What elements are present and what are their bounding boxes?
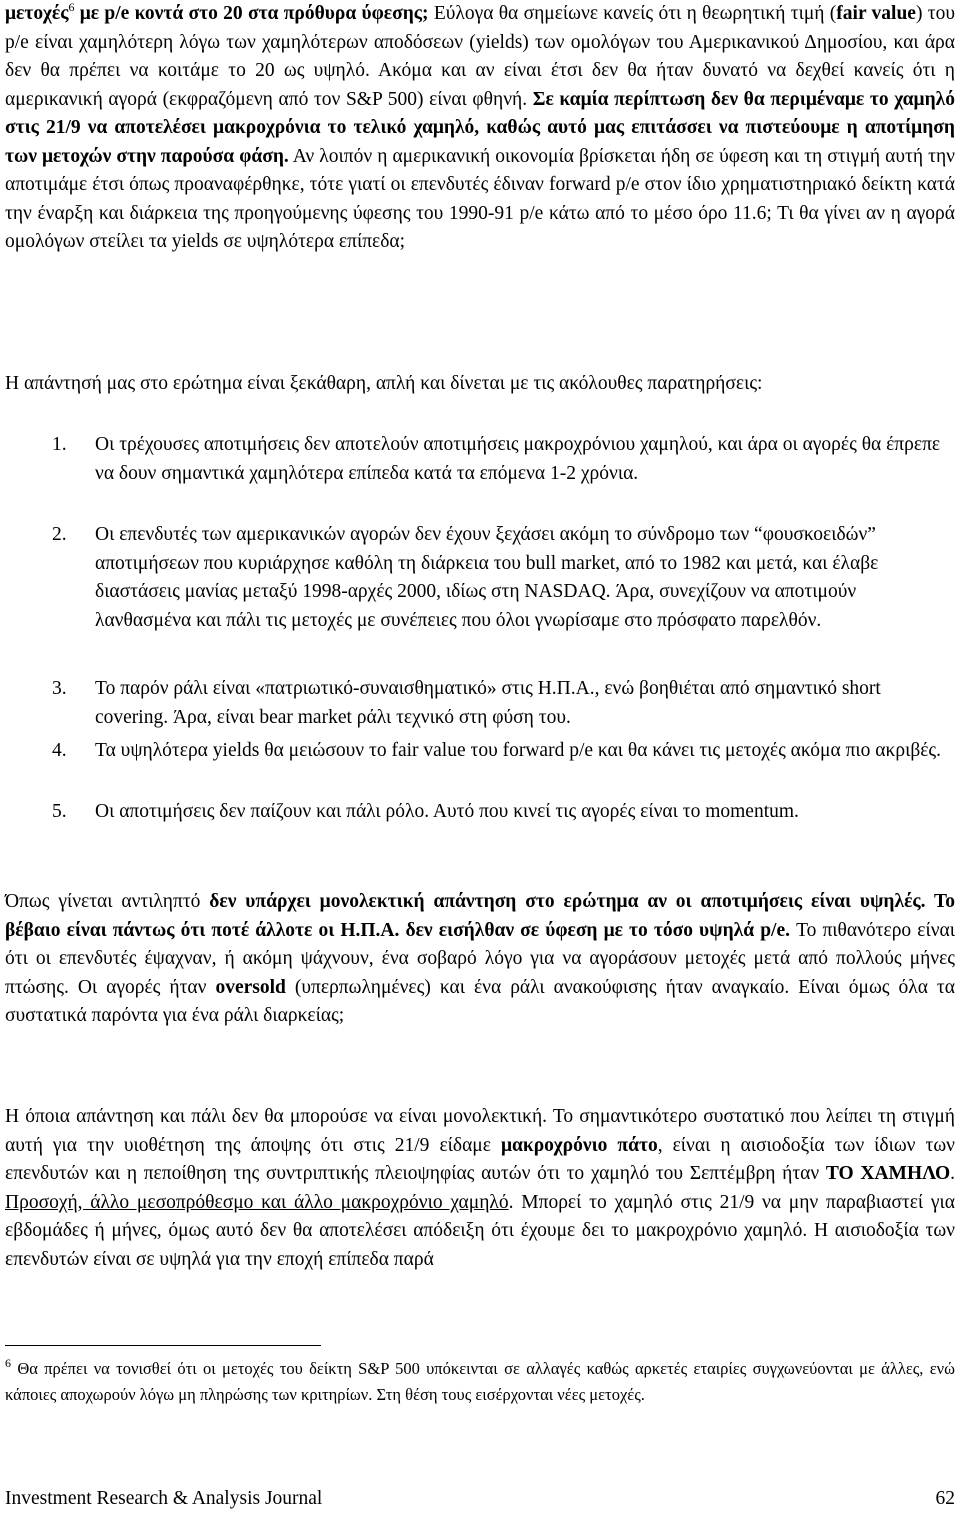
journal-title: Investment Research & Analysis Journal — [5, 1488, 323, 1509]
bold-text: δεν υπάρχει μονολεκτική απάντηση στο ερώτημα αν οι αποτιμήσεις είναι υψηλές. Το βέβαιο είναι πάντως ότι ποτέ άλλοτε οι Η.Π.Α. δεν εισήλθαν σε ύφεση με το τόσο υψηλά p/e. — [5, 891, 956, 941]
list-number: 2. — [52, 524, 67, 545]
body-text: ) του p/e είναι χαμηλότερη λόγω των χαμηλότερων αποδόσεων (yields) των ομολόγων του Αμερικανικού Δημοσίου, και άρα δεν θα πρέπει να κοιτάμε το 20 ως υψηλό. Ακόμα και αν είναι έτσι δεν θα ήταν δυνατό να δεχθεί κανείς ότι η αμερικανική αγορά (εκφραζόμενη από τον S&P 500) είναι φθηνή. — [5, 3, 955, 110]
page-footer — [5, 1486, 955, 1512]
list-text: Οι αποτιμήσεις δεν παίζουν και πάλι ρόλο. Αυτό που κινεί τις αγορές είναι το momentum. — [95, 801, 799, 822]
bold-text: fair value — [836, 3, 916, 24]
bold-text: oversold — [215, 976, 286, 998]
bold-text: με p/e κοντά στο 20 στα πρόθυρα ύφεσης; — [74, 3, 429, 24]
list-text: Το παρόν ράλι είναι «πατριωτικό-συναισθηματικό» στις Η.Π.Α., ενώ βοηθιέται από σημαντικό short covering. Άρα, είναι bear market ράλι τεχνικό στη φύση του. — [95, 678, 881, 728]
footnote-number: 6 — [5, 1356, 11, 1370]
list-text: Οι τρέχουσες αποτιμήσεις δεν αποτελούν αποτιμήσεις μακροχρόνιου χαμηλού, και άρα οι αγορές θα έπρεπε να δουν σημαντικά χαμηλότερα επίπεδα κατά τα επόμενα 1-2 χρόνια. — [95, 434, 941, 484]
page-number: 62 — [935, 1488, 955, 1509]
footnote-ref[interactable]: 6 — [68, 0, 75, 14]
paragraph-answer-intro: Η απάντησή μας στο ερώτημα είναι ξεκάθαρη, απλή και δίνεται με τις ακόλουθες παρατηρήσεις: — [5, 373, 763, 394]
list-number: 4. — [52, 740, 67, 761]
body-text: Το πιθανότερο είναι ότι οι επενδυτές έψαχναν, ή ακόμη ψάχνουν, ένα σοβαρό λόγο για να αγοράσουν μετοχές μετά από πολλούς μήνες πτώσης. Οι αγορές ήταν — [5, 919, 955, 998]
footnote-text: Θα πρέπει να τονισθεί ότι οι μετοχές του δείκτη S&P 500 υπόκεινται σε αλλαγές καθώς αρκετές εταιρίες συγχωνεύονται με άλλες, ενώ κάποιες αποχωρούν λόγω μη πληρώσης των κριτηρίων. Στη θέση τους εισέρχονται νέες μετοχές. — [5, 1359, 955, 1404]
paragraph-valuation-question — [5, 0, 955, 257]
footnote — [5, 1356, 955, 1408]
body-text: Η όποια απάντηση και πάλι δεν θα μπορούσε να είναι μονολεκτική. Το σημαντικότερο συστατικό που λείπει τη στιγμή αυτή για την υιοθέτηση της άποψης ότι στις 21/9 είδαμε — [5, 1106, 955, 1156]
body-text: Αν λοιπόν η αμερικανική οικονομία βρίσκεται ήδη σε ύφεση και τη στιγμή αυτή την αποτιμάμε έτσι όπως προαναφέρθηκε, τότε γιατί οι επενδυτές έδιναν forward p/e στον ίδιο χρηματιστηριακό δείκτη κατά την έναρξη και διάρκεια της προηγούμενης ύφεσης του 1990-91 p/e κάτω από το μέσο όρο 11.6; Τι θα γίνει αν η αγορά ομολόγων στείλει τα yields σε υψηλότερα επίπεδα; — [5, 145, 955, 252]
underlined-text: Προσοχή, άλλο μεσοπρόθεσμο και άλλο μακροχρόνιο χαμηλό — [5, 1191, 509, 1213]
body-text: (υπερπωλημένες) και ένα ράλι ανακούφισης ήταν αναγκαίο. Είναι όμως όλα τα συστατικά παρόντα για ένα ράλι διαρκείας; — [5, 976, 955, 1026]
paragraph-long-term-bottom — [5, 1103, 955, 1274]
list-text: Οι επενδυτές των αμερικανικών αγορών δεν έχουν ξεχάσει ακόμη το σύνδρομο των “φουσκοειδών” αποτιμήσεων που κυριάρχησε καθόλη τη διάρκεια του bull market, από το 1982 και μετά, και έλαβε διαστάσεις μανίας μεταξύ 1998-αρχές 2000, ιδίως στη NASDAQ. Άρα, συνεχίζουν να αποτιμούν λανθασμένα και πάλι τις μετοχές με συνέπειες που όλοι γνωρίσαμε στο πρόσφατο παρελθόν. — [95, 524, 879, 631]
bold-text: Σε καμία περίπτωση δεν θα περιμέναμε το χαμηλό στις 21/9 να αποτελέσει μακροχρόνια το τελικό χαμηλό, καθώς αυτό μας επιτάσσει να πιστεύουμε η αποτίμηση των μετοχών στην παρούσα φάση. — [5, 88, 955, 167]
footnote-separator — [5, 1345, 321, 1346]
list-text: Τα υψηλότερα yields θα μειώσουν το fair value του forward p/e και θα κάνει τις μετοχές ακόμα πιο ακριβές. — [95, 740, 942, 761]
list-number: 3. — [52, 678, 67, 699]
list-number: 5. — [52, 801, 67, 822]
paragraph-no-single-answer — [5, 888, 955, 1031]
body-text: , είναι η αισιοδοξία των ίδιων των επενδυτών και η πεποίθηση της συντριπτικής πλειοψηφίας αυτών ότι το χαμηλό του Σεπτέμβρη ήταν — [5, 1134, 956, 1184]
bold-text: ΤΟ ΧΑΜΗΛΟ — [825, 1163, 951, 1184]
body-text: . — [950, 1163, 955, 1184]
body-text: . Μπορεί το χαμηλό στις 21/9 να μην παραβιαστεί για εβδομάδες ή μήνες, όμως αυτό δεν θα αποτελέσει απόδειξη ότι έχουμε δει το μακροχρόνιο χαμηλό. Η αισιοδοξία των επενδυτών είναι σε υψηλά για την εποχή επίπεδα παρά — [5, 1191, 955, 1270]
bold-text: μακροχρόνιο πάτο — [500, 1134, 658, 1156]
list-number: 1. — [52, 434, 67, 455]
body-text: Όπως γίνεται αντιληπτό — [5, 891, 210, 912]
bold-text: μετοχές — [5, 3, 69, 24]
body-text: Εύλογα θα σημείωνε κανείς ότι η θεωρητική τιμή ( — [428, 3, 837, 24]
